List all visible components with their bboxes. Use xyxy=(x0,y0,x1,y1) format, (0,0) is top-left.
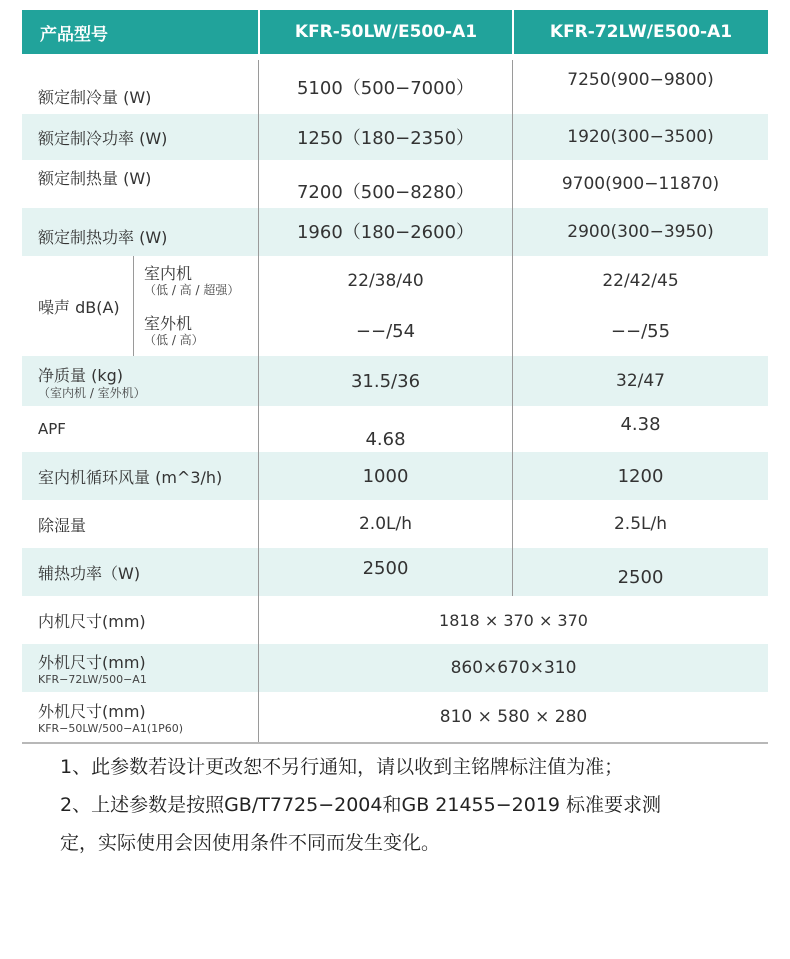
row-apf xyxy=(22,406,768,452)
value-b: 2.5L/h xyxy=(512,500,768,548)
value-b: −−/55 xyxy=(512,306,768,356)
notes xyxy=(60,748,760,862)
value-a: 7200（500−8280） xyxy=(258,160,512,208)
value-a: 1960（180−2600） xyxy=(258,208,512,256)
header-label: 产品型号 xyxy=(40,24,108,45)
row-heat-capacity xyxy=(22,160,768,208)
value-b: 22/42/45 xyxy=(512,256,768,306)
value-a: 31.5/36 xyxy=(258,356,512,406)
row-outdoor-size-72 xyxy=(22,644,768,692)
noise-indoor-title: 室内机 xyxy=(144,264,193,283)
weight-label xyxy=(22,356,258,406)
row-noise xyxy=(22,256,768,356)
value-b: 32/47 xyxy=(512,356,768,406)
row-label: 额定制热量 (W) xyxy=(38,169,152,188)
noise-indoor-sub: （低 / 高 / 超强） xyxy=(144,283,240,297)
value-span: 1818 × 370 × 370 xyxy=(258,596,768,644)
row-heat-power xyxy=(22,208,768,256)
row-weight xyxy=(22,356,768,406)
row-noise-indoor xyxy=(22,256,768,306)
value-a: 1250（180−2350） xyxy=(258,114,512,160)
outdoor-72-label xyxy=(22,644,258,692)
row-noise-outdoor xyxy=(22,306,768,356)
outdoor-72-title: 外机尺寸(mm) xyxy=(38,653,146,672)
noise-outdoor-title: 室外机 xyxy=(144,314,193,333)
weight-sub: （室内机 / 室外机） xyxy=(38,385,146,400)
row-label: 额定制热功率 (W) xyxy=(38,228,168,247)
row-cool-capacity xyxy=(22,60,768,114)
note-line-2: 2、上述参数是按照GB/T7725−2004和GB 21455−2019 标准要求测 xyxy=(60,794,662,816)
value-span: 860×670×310 xyxy=(258,644,768,692)
row-label: 辅热功率（W) xyxy=(38,563,141,583)
outdoor-50-sub: KFR−50LW/500−A1(1P60) xyxy=(38,722,184,735)
row-label: 室内机循环风量 (m^3/h) xyxy=(38,467,223,487)
value-b: 2900(300−3950) xyxy=(512,208,768,256)
row-indoor-size xyxy=(22,596,768,644)
row-outdoor-size-50 xyxy=(22,692,768,744)
noise-indoor-label xyxy=(134,256,258,306)
table-header xyxy=(22,10,768,54)
row-aux-heat xyxy=(22,548,768,596)
row-dehumid xyxy=(22,500,768,548)
value-a: 2500 xyxy=(258,548,512,596)
noise-label: 噪声 dB(A) xyxy=(22,256,134,356)
value-a: 4.68 xyxy=(258,406,512,452)
value-span: 810 × 580 × 280 xyxy=(258,692,768,742)
row-label: 内机尺寸(mm) xyxy=(38,611,146,631)
value-a: 5100（500−7000） xyxy=(258,60,512,114)
row-label: 额定制冷功率 (W) xyxy=(38,128,168,148)
row-label: APF xyxy=(38,420,66,438)
weight-title: 净质量 (kg) xyxy=(38,365,123,385)
row-airflow xyxy=(22,452,768,500)
value-b: 9700(900−11870) xyxy=(512,160,768,208)
noise-outdoor-sub: （低 / 高） xyxy=(144,333,204,347)
outdoor-50-title: 外机尺寸(mm) xyxy=(38,702,146,721)
value-b: 1920(300−3500) xyxy=(512,114,768,160)
outdoor-72-sub: KFR−72LW/500−A1 xyxy=(38,673,147,686)
outdoor-50-label xyxy=(22,692,258,742)
header-model-a: KFR-50LW/E500-A1 xyxy=(258,10,512,54)
row-label: 额定制冷量 (W) xyxy=(38,88,152,107)
row-label: 除湿量 xyxy=(38,515,87,535)
note-line-1: 1、此参数若设计更改恕不另行通知，请以收到主铭牌标注值为准； xyxy=(60,756,624,778)
value-b: 4.38 xyxy=(512,406,768,452)
value-b: 2500 xyxy=(512,548,768,596)
value-b: 7250(900−9800) xyxy=(512,60,768,114)
value-a: −−/54 xyxy=(258,306,512,356)
value-a: 2.0L/h xyxy=(258,500,512,548)
header-model-b: KFR-72LW/E500-A1 xyxy=(512,10,768,54)
noise-outdoor-label xyxy=(134,306,258,356)
row-cool-power xyxy=(22,114,768,160)
value-a: 22/38/40 xyxy=(258,256,512,306)
value-a: 1000 xyxy=(258,452,512,500)
value-b: 1200 xyxy=(512,452,768,500)
note-line-3: 定，实际使用会因使用条件不同而发生变化。 xyxy=(60,832,441,854)
spec-table xyxy=(22,10,768,744)
